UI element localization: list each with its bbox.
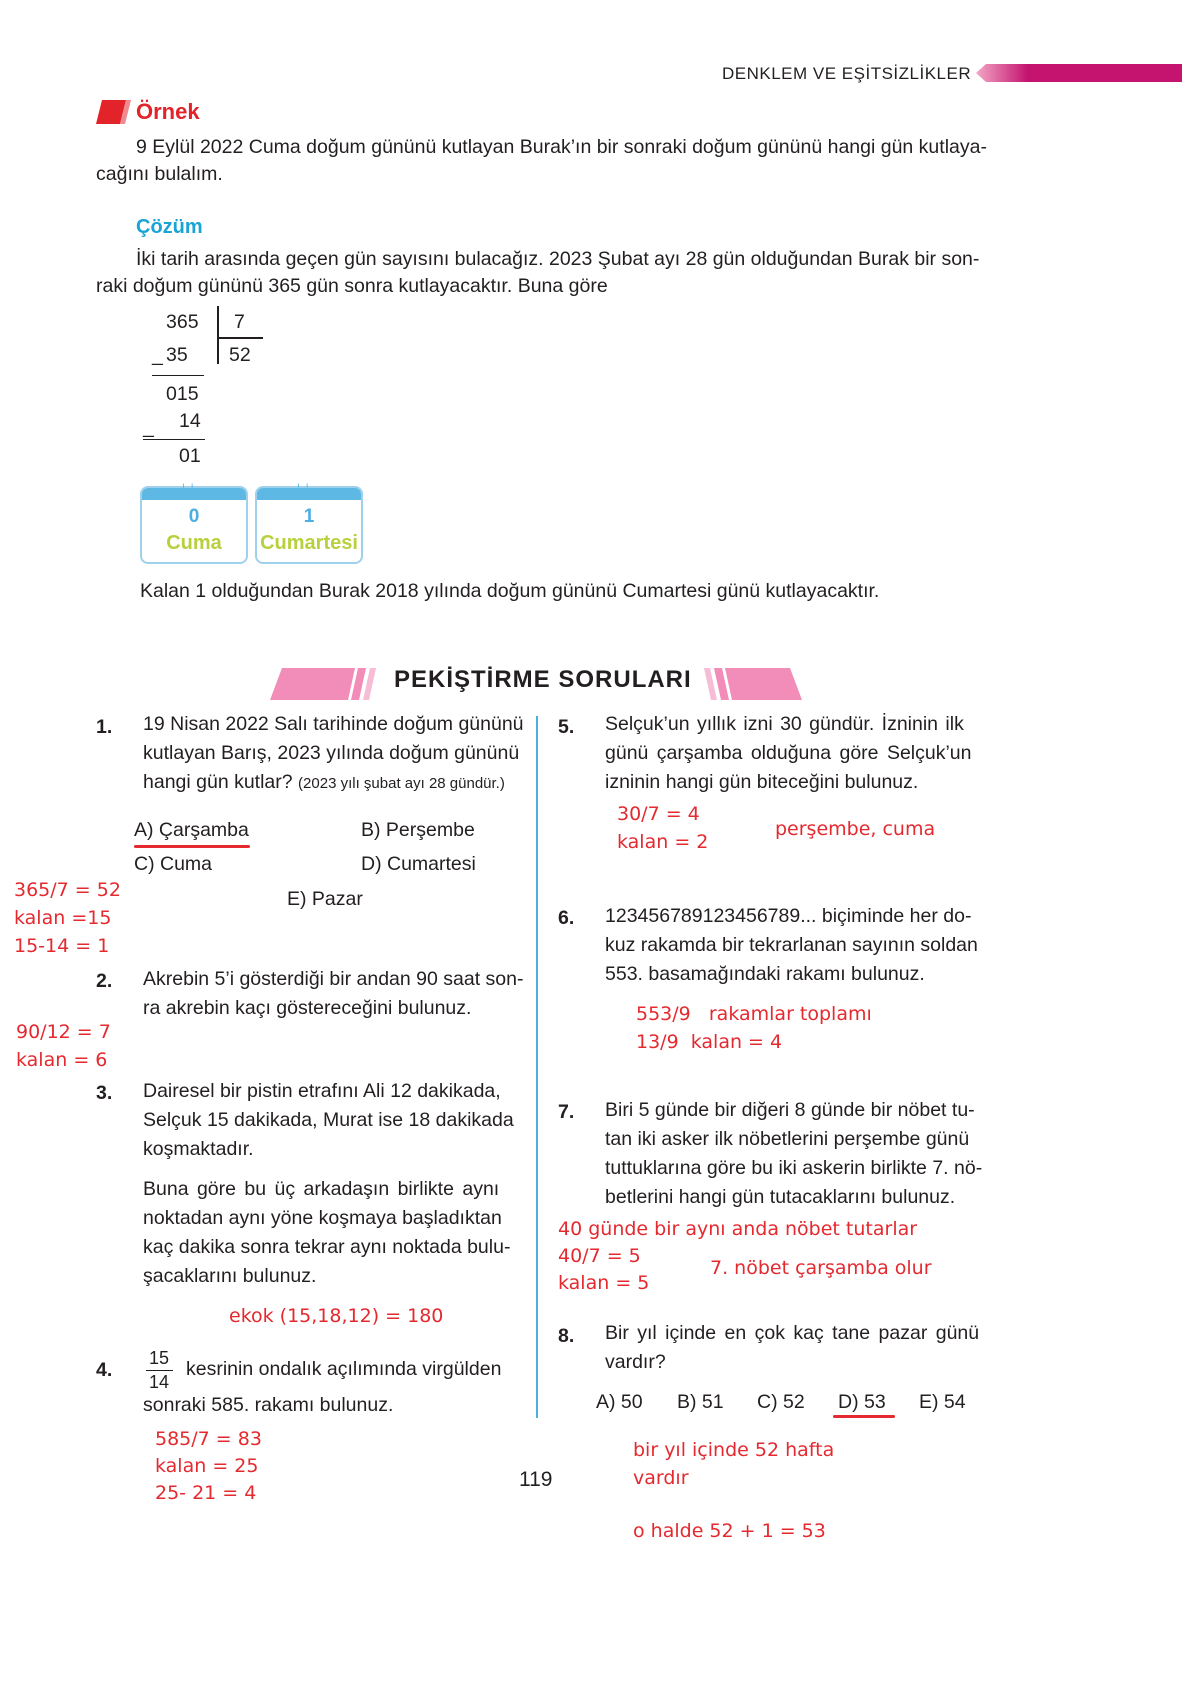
question-text-line: Buna göre bu üç arkadaşın birlikte aynı	[143, 1178, 500, 1200]
calendar-day: Cumartesi	[260, 532, 358, 554]
step1-value: 35	[166, 344, 188, 366]
handwritten-q5-answer: perşembe, cuma	[775, 818, 936, 840]
question-text-line: tan iki asker ilk nöbetlerini perşembe günü	[605, 1128, 970, 1150]
question-text-line: şacaklarını bulunuz.	[143, 1265, 317, 1287]
question-text-line: kutlayan Barış, 2023 yılında doğum gününü	[143, 742, 520, 764]
fraction-denominator: 14	[149, 1372, 170, 1392]
question-text-line: vardır?	[605, 1351, 666, 1373]
option-d[interactable]: D) 53	[838, 1391, 886, 1413]
handwritten-q7-work: 40 günde bir aynı anda nöbet tutarlar 40/7 = 5 kalan = 5	[558, 1218, 918, 1294]
question-text-line: sonraki 585. rakamı bulunuz.	[143, 1394, 394, 1416]
handwritten-q6-work: 553/9 rakamlar toplamı 13/9 kalan = 4	[636, 1003, 872, 1053]
step2-value: 015	[166, 383, 199, 405]
question-number: 1.	[96, 716, 113, 738]
option-e[interactable]: E) Pazar	[287, 888, 363, 910]
division-rule-2	[143, 439, 205, 440]
question-text-line: kaç dakika sonra tekrar aynı noktada bulu-	[143, 1236, 511, 1258]
question-number: 3.	[96, 1082, 113, 1104]
question-text-line: izninin hangi gün biteceğini bulunuz.	[605, 771, 919, 793]
option-b[interactable]: B) 51	[677, 1391, 724, 1413]
question-number: 8.	[558, 1325, 575, 1347]
fraction-bar	[146, 1370, 173, 1371]
quotient: 52	[229, 344, 251, 366]
section-banner-right	[698, 664, 810, 704]
header-tab	[976, 64, 1182, 82]
question-text-line: tuttuklarına göre bu iki askerin birlikte 7. nö-	[605, 1157, 983, 1179]
answer-underline	[134, 845, 250, 848]
question-text-line: Dairesel bir pistin etrafını Ali 12 dakikada,	[143, 1080, 501, 1102]
example-conclusion: Kalan 1 olduğundan Burak 2018 yılında doğum gününü Cumartesi günü kutlayacaktır.	[140, 580, 880, 602]
question-text: hangi gün kutlar?	[143, 771, 293, 793]
question-number: 7.	[558, 1101, 575, 1123]
question-text-line: 123456789123456789... biçiminde her do-	[605, 905, 972, 927]
step1-minus: _	[152, 344, 163, 366]
question-number: 5.	[558, 716, 575, 738]
option-b[interactable]: B) Perşembe	[361, 819, 475, 841]
dividend: 365	[166, 311, 199, 333]
solution-label: Çözüm	[136, 216, 203, 238]
option-d[interactable]: D) Cumartesi	[361, 853, 476, 875]
handwritten-q3-answer: ekok (15,18,12) = 180	[229, 1305, 444, 1327]
step3-minus: _	[143, 416, 154, 438]
question-text-line: betlerini hangi gün tutacaklarını bulunuz.	[605, 1186, 956, 1208]
question-text-line: ra akrebin kaçı göstereceğini bulunuz.	[143, 997, 472, 1019]
handwritten-q1-work: 365/7 = 52 kalan =15 15-14 = 1	[14, 879, 121, 957]
calendar-card-friday: ıı 0 Cuma	[140, 486, 248, 564]
question-number: 2.	[96, 970, 113, 992]
option-c[interactable]: C) Cuma	[134, 853, 213, 875]
column-divider	[536, 716, 538, 1418]
option-a[interactable]: A) Çarşamba	[134, 819, 249, 841]
question-number: 6.	[558, 907, 575, 929]
divisor: 7	[234, 311, 245, 333]
example-text-line1: 9 Eylül 2022 Cuma doğum gününü kutlayan Burak’ın bir sonraki doğum gününü hangi gün kutlaya-	[136, 136, 987, 158]
answer-underline	[833, 1415, 895, 1418]
example-text-line2: cağını bulalım.	[96, 163, 223, 185]
handwritten-q4-work: 585/7 = 83 kalan = 25 25- 21 = 4	[155, 1428, 262, 1504]
question-text-line: Akrebin 5’i gösterdiği bir andan 90 saat son-	[143, 968, 524, 990]
option-a[interactable]: A) 50	[596, 1391, 643, 1413]
question-text-line: kesrinin ondalık açılımında virgülden	[186, 1358, 502, 1380]
question-text-line: günü çarşamba olduğuna göre Selçuk’un	[605, 742, 972, 764]
section-title: PEKİŞTİRME SORULARI	[394, 666, 692, 693]
division-vertical-line	[217, 306, 219, 364]
fraction-numerator: 15	[149, 1348, 170, 1368]
page-number: 119	[519, 1468, 553, 1491]
question-text-line: Selçuk 15 dakikada, Murat ise 18 dakikada	[143, 1109, 514, 1131]
question-text-line	[143, 767, 505, 799]
calendar-number: 1	[303, 506, 315, 527]
question-text-line: 553. basamağındaki rakamı bulunuz.	[605, 963, 925, 985]
calendar-card-saturday: ıı 1 Cumartesi	[255, 486, 363, 564]
option-e[interactable]: E) 54	[919, 1391, 966, 1413]
solution-line1: İki tarih arasında geçen gün sayısını bulacağız. 2023 Şubat ayı 28 gün olduğundan Burak bir son-	[136, 248, 980, 270]
handwritten-q8-answer: o halde 52 + 1 = 53	[633, 1520, 826, 1542]
option-c[interactable]: C) 52	[757, 1391, 805, 1413]
calendar-number: 0	[188, 506, 200, 527]
example-icon	[96, 98, 132, 126]
question-text-line: noktadan aynı yöne koşmaya başladıktan	[143, 1207, 502, 1229]
question-text-line: Bir yıl içinde en çok kaç tane pazar günü	[605, 1322, 980, 1344]
question-text-line: koşmaktadır.	[143, 1138, 254, 1160]
division-rule-1	[152, 375, 204, 376]
solution-line2: raki doğum gününü 365 gün sonra kutlayacaktır. Buna göre	[96, 275, 608, 297]
question-text-line: Selçuk’un yıllık izni 30 gündür. İzninin ilk	[605, 713, 964, 735]
step3-value: 14	[179, 410, 201, 432]
division-horizontal-line	[217, 337, 263, 339]
remainder: 01	[179, 445, 201, 467]
question-text-line: 19 Nisan 2022 Salı tarihinde doğum gününü	[143, 713, 524, 735]
chapter-title: DENKLEM VE EŞİTSİZLİKLER	[722, 64, 972, 83]
calendar-day: Cuma	[166, 532, 222, 554]
section-banner-left	[270, 664, 382, 704]
handwritten-q5-work: 30/7 = 4 kalan = 2	[617, 803, 709, 853]
handwritten-q8-work: bir yıl içinde 52 hafta vardır	[633, 1439, 835, 1489]
question-note: (2023 yılı şubat ayı 28 gündür.)	[298, 775, 505, 792]
question-text-line: kuz rakamda bir tekrarlanan sayının soldan	[605, 934, 978, 956]
question-text-line: Biri 5 günde bir diğeri 8 günde bir nöbet tu-	[605, 1099, 975, 1121]
example-label: Örnek	[136, 99, 200, 124]
handwritten-q7-answer: 7. nöbet çarşamba olur	[710, 1257, 932, 1279]
handwritten-q2-work: 90/12 = 7 kalan = 6	[16, 1021, 111, 1071]
question-number: 4.	[96, 1359, 113, 1381]
